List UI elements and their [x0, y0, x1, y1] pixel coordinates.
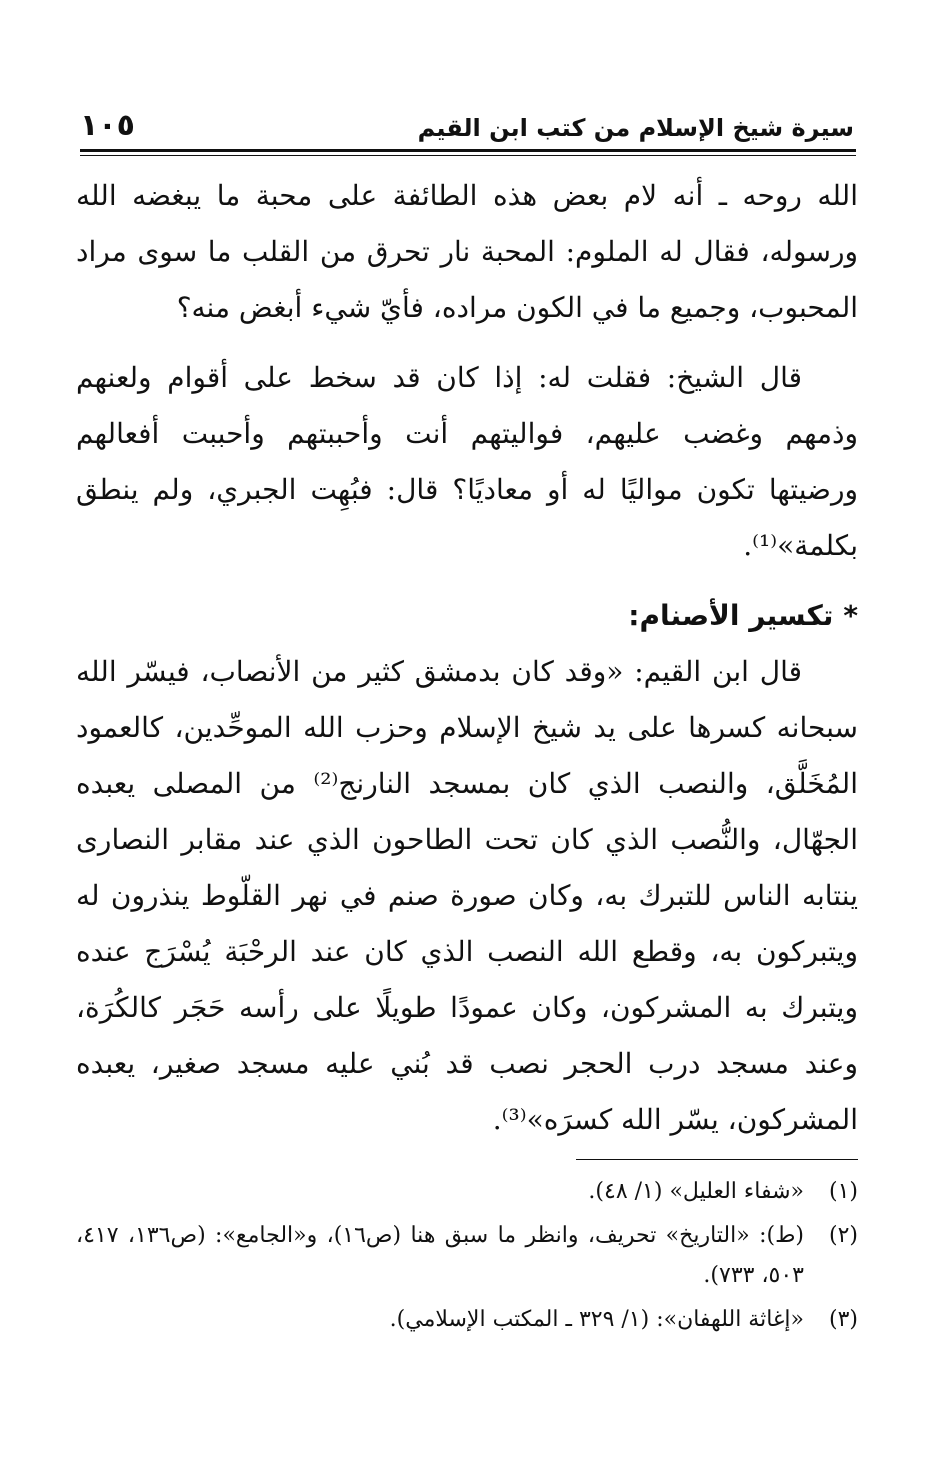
- footnote-text: (ط): «التاريخ» تحريف، وانظر ما سبق هنا (ص١٦)، و«الجامع»: (ص١٣٦، ٤١٧، ٥٠٣، ٧٣٣).: [76, 1223, 805, 1288]
- paragraph-1: الله روحه ـ أنه لام بعض هذه الطائفة على محبة ما يبغضه الله ورسوله، فقال له الملوم: المحبة نار تحرق من القلب ما سوى مراد المحبوب، وجميع ما في الكون مراده، فأيّ شيء أبغض منه؟: [76, 179, 858, 324]
- page-number: ١٠٥: [80, 108, 135, 143]
- section-heading: [76, 588, 858, 644]
- paragraph-2: قال الشيخ: فقلت له: إذا كان قد سخط على أقوام ولعنهم وذمهم وغضب عليهم، فواليتهم أنت وأحببتهم وأحببت أفعالهم ورضيتها تكون مواليًا له أو معاديًا؟ قال: فبُهِت الجبري، ولم ينطق بكلمة»⁽¹⁾.: [76, 361, 858, 562]
- footnote-2: [76, 1216, 858, 1296]
- paragraph-3: قال ابن القيم: «وقد كان بدمشق كثير من الأنصاب، فيسّر الله سبحانه كسرها على يد شيخ الإسلام وحزب الله الموحِّدين، كالعمود المُخَلَّق، والنصب الذي كان بمسجد النارنج⁽²⁾ من المصلى يعبده الجهّال، والنُّصب الذي كان تحت الطاحون الذي عند مقابر النصارى ينتابه الناس للتبرك به، وكان صورة صنم في نهر القلّوط ينذرون له ويتبركون به، وقطع الله النصب الذي كان عند الرحْبَة يُسْرَج عنده ويتبرك به المشركون، وكان عمودًا طويلًا على رأسه حَجَر كالكُرَة، وعند مسجد درب الحجر نصب قد بُني عليه مسجد صغير، يعبده المشركون، يسّر الله كسرَه»⁽³⁾.: [76, 655, 858, 1136]
- page-header: [80, 110, 854, 150]
- header-rule: [80, 149, 856, 152]
- footnote-1: [76, 1172, 858, 1212]
- footnote-marker: (١): [828, 1179, 858, 1204]
- header-rule-thin: [80, 155, 856, 156]
- footnote-separator: [576, 1159, 858, 1160]
- section-heading-text: تكسير الأصنام:: [628, 599, 834, 632]
- footnote-text: «شفاء العليل» (١/ ٤٨).: [588, 1179, 804, 1204]
- section-star-icon: *: [843, 599, 858, 632]
- footnote-marker: (٢): [828, 1223, 858, 1248]
- footnote-marker: (٣): [828, 1307, 858, 1332]
- footnotes: [76, 1172, 858, 1344]
- main-text: [76, 168, 858, 1162]
- footnote-text: «إغاثة اللهفان»: (١/ ٣٢٩ ـ المكتب الإسلامي).: [389, 1307, 804, 1332]
- running-title: سيرة شيخ الإسلام من كتب ابن القيم: [417, 114, 854, 142]
- footnote-3: [76, 1300, 858, 1340]
